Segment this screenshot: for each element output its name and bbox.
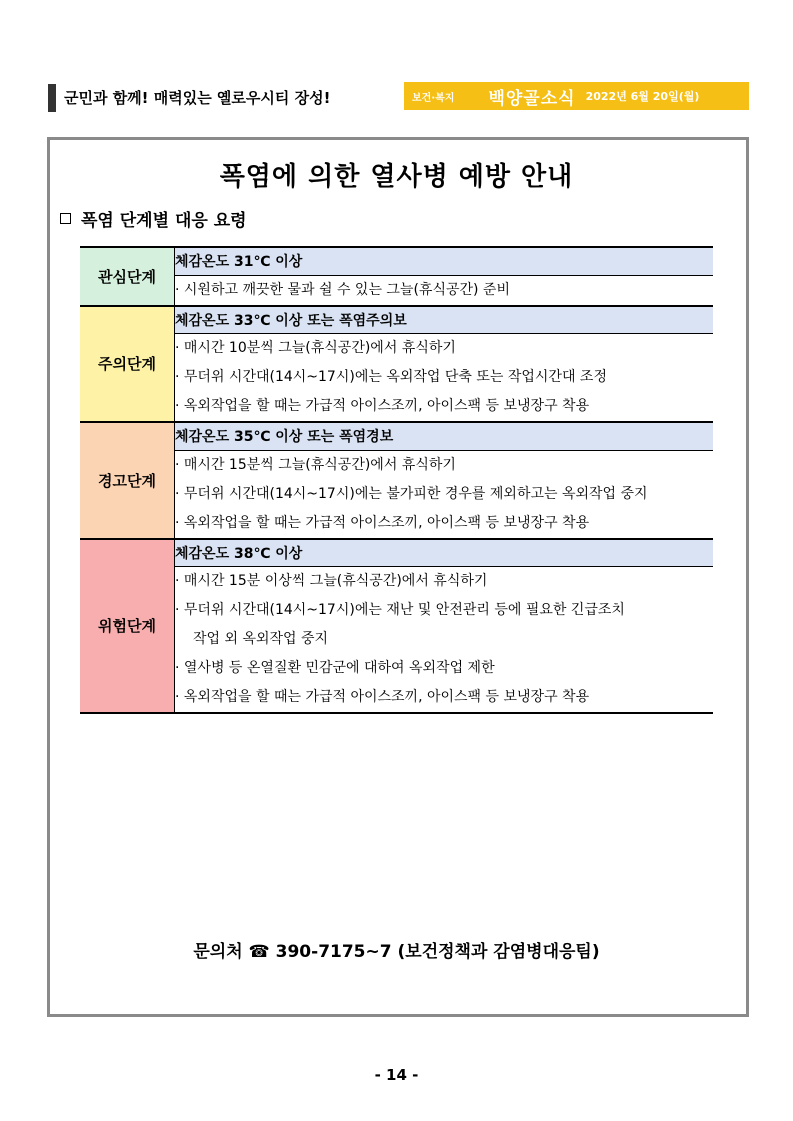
stage-condition-interest: 체감온도 31℃ 이상	[175, 247, 714, 275]
action-item: · 무더위 시간대(14시~17시)에는 불가피한 경우를 제외하고는 옥외작업 중지	[175, 485, 648, 502]
header-newsletter-box	[404, 82, 749, 110]
action-item: · 열사병 등 온열질환 민감군에 대하여 옥외작업 제한	[175, 660, 495, 676]
header-slogan: 군민과 함께! 매력있는 옐로우시티 장성!	[64, 89, 331, 107]
action-item: · 시원하고 깨끗한 물과 쉴 수 있는 그늘(휴식공간) 준비	[175, 281, 510, 298]
stage-actions-danger	[175, 567, 714, 714]
stage-label-warning: 경고단계	[80, 422, 175, 539]
action-item: · 매시간 15분씩 그늘(휴식공간)에서 휴식하기	[175, 456, 456, 473]
heat-stage-table	[80, 246, 713, 714]
action-item: · 매시간 15분 이상씩 그늘(휴식공간)에서 휴식하기	[175, 573, 488, 589]
stage-condition-danger: 체감온도 38℃ 이상	[175, 539, 714, 567]
header-section: 보건·복지	[412, 92, 455, 104]
checkbox-square-icon	[60, 213, 71, 224]
stage-condition-caution: 체감온도 33℃ 이상 또는 폭염주의보	[175, 306, 714, 334]
action-item: · 매시간 10분씩 그늘(휴식공간)에서 휴식하기	[175, 340, 456, 356]
action-item: · 옥외작업을 할 때는 가급적 아이스조끼, 아이스팩 등 보냉장구 착용	[175, 398, 590, 414]
header-date: 2022년 6월 20일(월)	[585, 90, 700, 103]
page-number: - 14 -	[374, 1066, 419, 1084]
stage-condition-warning: 체감온도 35℃ 이상 또는 폭염경보	[175, 422, 714, 450]
section-title	[60, 206, 247, 231]
action-item-continued: 작업 외 옥외작업 중지	[193, 631, 329, 647]
stage-actions-warning	[175, 450, 714, 539]
stage-actions-interest	[175, 275, 714, 306]
action-item: · 무더위 시간대(14시~17시)에는 재난 및 안전관리 등에 필요한 긴급조치	[175, 602, 625, 618]
page-title: 폭염에 의한 열사병 예방 안내	[219, 162, 574, 192]
header-newsletter-name: 백양골소식	[488, 88, 576, 109]
section-title-text: 폭염 단계별 대응 요령	[81, 211, 247, 231]
header-accent-bar	[48, 84, 56, 112]
action-item: · 옥외작업을 할 때는 가급적 아이스조끼, 아이스팩 등 보냉장구 착용	[175, 689, 590, 705]
contact-info: 문의처 ☎ 390-7175~7 (보건정책과 감염병대응팀)	[193, 942, 600, 962]
action-item: · 옥외작업을 할 때는 가급적 아이스조끼, 아이스팩 등 보냉장구 착용	[175, 514, 590, 531]
stage-label-danger: 위험단계	[80, 539, 175, 714]
action-item: · 무더위 시간대(14시~17시)에는 옥외작업 단축 또는 작업시간대 조정	[175, 369, 607, 385]
stage-label-caution: 주의단계	[80, 306, 175, 423]
stage-label-interest: 관심단계	[80, 247, 175, 306]
stage-actions-caution	[175, 334, 714, 423]
